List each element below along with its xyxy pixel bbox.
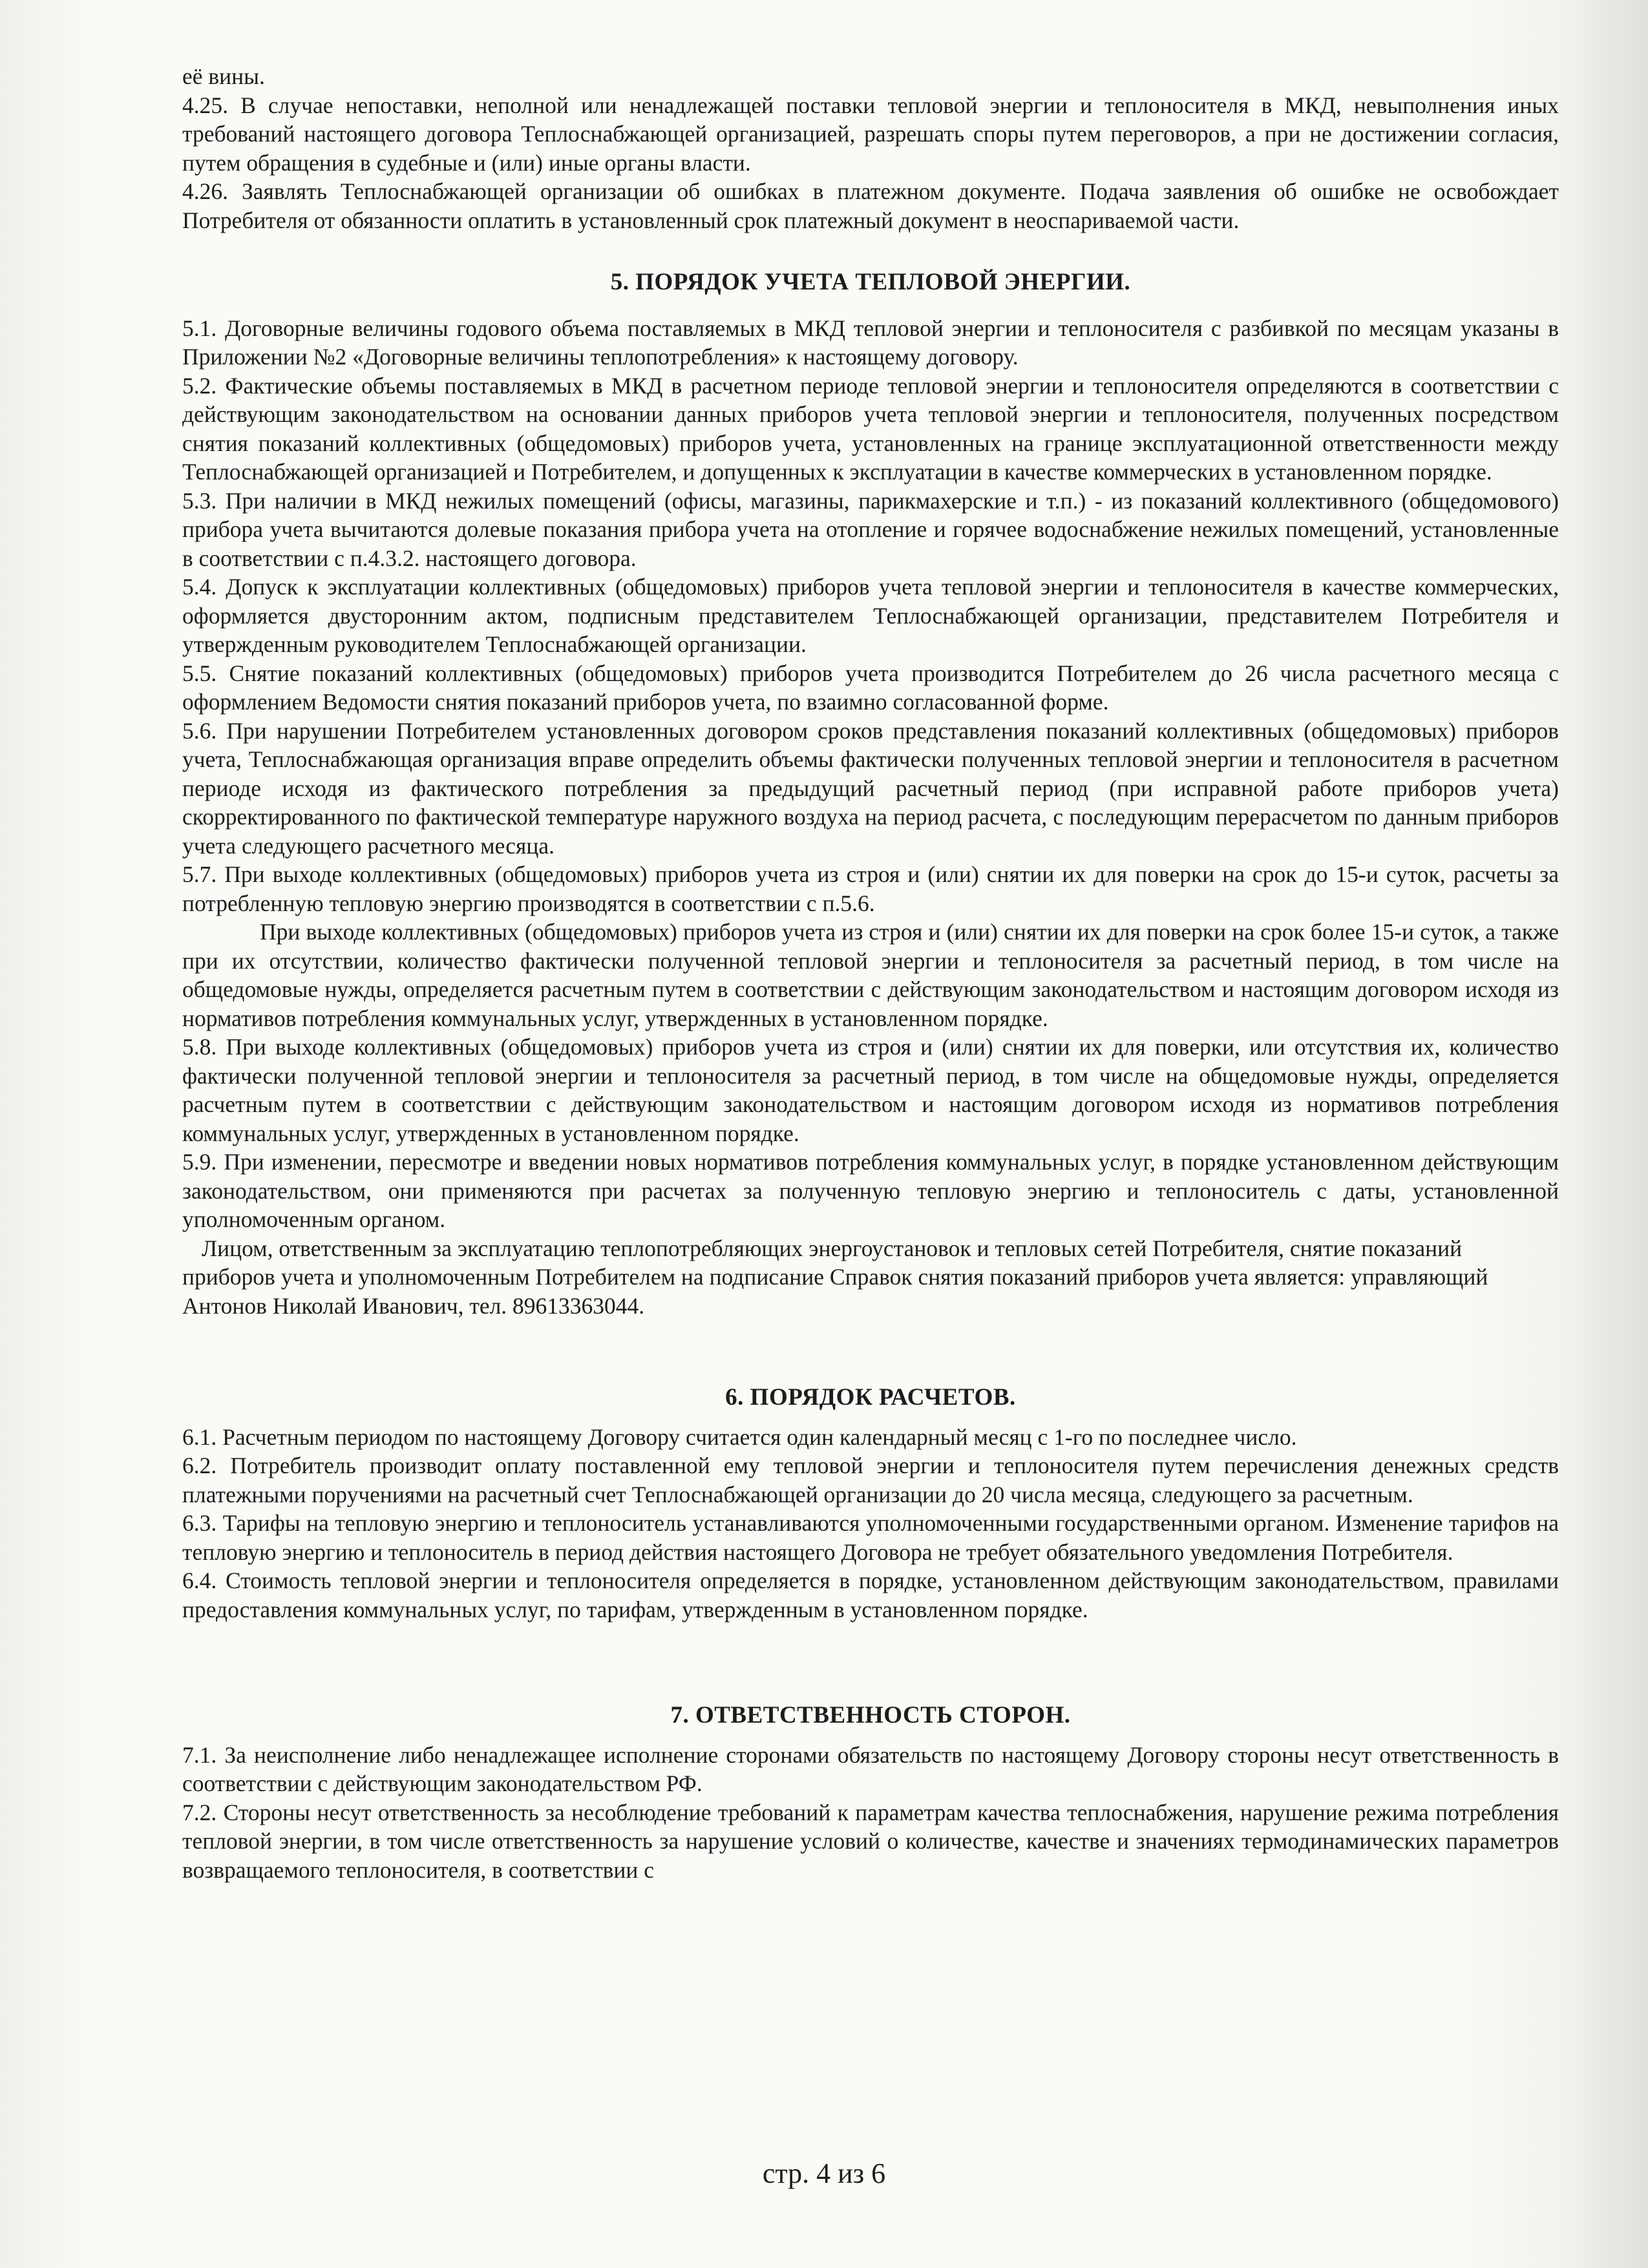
paragraph-6-1: 6.1. Расчетным периодом по настоящему Договору считается один календарный месяц с 1-го по последнее число. (182, 1423, 1297, 1450)
paragraph-5-6: 5.6. При нарушении Потребителем установленных договором сроков представления показаний коллективных (общедомовых) приборов учета, Теплоснабжающая организация вправе определить объемы фактически полученных тепловой энергии и теплоносителя в расчетном периоде исходя из фактического потребления за предыдущий расчетный период (при исправной работе приборов учета) скорректированного по фактической температуре наружного воздуха на период расчета, с последующим перерасчетом по данным приборов учета следующего расчетного месяца. (182, 717, 1559, 859)
page-number: стр. 4 из 6 (762, 2158, 886, 2189)
paragraph-7-1: 7.1. За неисполнение либо ненадлежащее исполнение сторонами обязательств по настоящему Договору стороны несут ответственность в соответствии с действующим законодательством РФ. (182, 1741, 1559, 1796)
paragraph-7-2: 7.2. Стороны несут ответственность за несоблюдение требований к параметрам качества теплоснабжения, нарушение режима потребления тепловой энергии, в том числе ответственность за нарушение условий о количестве, качестве и значениях термодинамических параметров возвращаемого теплоносителя, в соответствии с (182, 1799, 1559, 1883)
paragraph-5-3: 5.3. При наличии в МКД нежилых помещений (офисы, магазины, парикмахерские и т.п.) - из показаний коллективного (общедомового) прибора учета вычитаются долевые показания прибора учета на отопление и горячее водоснабжение нежилых помещений, установленные в соответствии с п.4.3.2. настоящего договора. (182, 487, 1559, 571)
paragraph-4-26: 4.26. Заявлять Теплоснабжающей организации об ошибках в платежном документе. Подача заявления об ошибке не освобождает Потребителя от обязанности оплатить в установленный срок платежный документ в неоспариваемой части. (182, 178, 1559, 233)
section-7-heading: 7. ОТВЕТСТВЕННОСТЬ СТОРОН. (670, 1702, 1071, 1728)
paragraph-5-4: 5.4. Допуск к эксплуатации коллективных (общедомовых) приборов учета тепловой энергии и теплоносителя в качестве коммерческих, оформляется двусторонним актом, подписным представителем Теплоснабжающей организации, представителем Потребителя и утвержденным руководителем Теплоснабжающей организации. (182, 574, 1559, 657)
paragraph-5-7: 5.7. При выходе коллективных (общедомовых) приборов учета из строя и (или) снятии их для поверки на срок до 15-и суток, расчеты за потребленную тепловую энергию производятся в соответствии с п.5.6. (182, 861, 1559, 916)
paragraph-4-24-tail: её вины. (182, 63, 265, 89)
paragraph-5-9: 5.9. При изменении, пересмотре и введении новых нормативов потребления коммунальных услуг, в порядке установленном действующим законодательством, они применяются при расчетах за полученную тепловую энергию и теплоноситель с даты, установленной уполномоченным органом. (182, 1149, 1559, 1232)
paragraph-5-8: 5.8. При выходе коллективных (общедомовых) приборов учета из строя и (или) снятии их для поверки, или отсутствия их, количество фактически полученной тепловой энергии и теплоносителя за расчетный период, в том числе на общедомовые нужды, определяется расчетным путем в соответствии с действующим законодательством и настоящим договором исходя из нормативов потребления коммунальных услуг, утвержденных в установленном порядке. (182, 1034, 1559, 1146)
paragraph-5-5: 5.5. Снятие показаний коллективных (общедомовых) приборов учета производится Потребителем до 26 числа расчетного месяца с оформлением Ведомости снятия показаний приборов учета, по взаимно согласованной форме. (182, 660, 1559, 715)
paragraph-6-4: 6.4. Стоимость тепловой энергии и теплоносителя определяется в порядке, установленном действующим законодательством, правилами предоставления коммунальных услуг, по тарифам, утвержденным в установленном порядке. (182, 1568, 1559, 1622)
paragraph-4-25: 4.25. В случае непоставки, неполной или ненадлежащей поставки тепловой энергии и теплоносителя в МКД, невыполнения иных требований настоящего договора Теплоснабжающей организацией, разрешать споры путем переговоров, а при не достижении согласия, путем обращения в судебные и (или) иные органы власти. (182, 92, 1559, 176)
paragraph-6-2: 6.2. Потребитель производит оплату поставленной ему тепловой энергии и теплоносителя путем перечисления денежных средств платежными поручениями на расчетный счет Теплоснабжающей организации до 20 числа месяца, следующего за расчетным. (182, 1453, 1559, 1507)
paragraph-5-2: 5.2. Фактические объемы поставляемых в МКД в расчетном периоде тепловой энергии и теплоносителя определяются в соответствии с действующим законодательством на основании данных приборов учета тепловой энергии и теплоносителя, полученных посредством снятия показаний коллективных (общедомовых) приборов учета, установленных на границе эксплуатационной ответственности между Теплоснабжающей организацией и Потребителем, и допущенных к эксплуатации в качестве коммерческих в установленном порядке. (182, 372, 1559, 485)
paragraph-5-7-continued: При выходе коллективных (общедомовых) приборов учета из строя и (или) снятии их для поверки на срок более 15-и суток, а также при их отсутствии, количество фактически полученной тепловой энергии и теплоносителя за расчетный период, в том числе на общедомовые нужды, определяется расчетным путем в соответствии с действующим законодательством и настоящим договором исходя из нормативов потребления коммунальных услуг, утвержденных в установленном порядке. (182, 919, 1559, 1031)
section-5-heading: 5. ПОРЯДОК УЧЕТА ТЕПЛОВОЙ ЭНЕРГИИ. (610, 269, 1131, 295)
section-6-heading: 6. ПОРЯДОК РАСЧЕТОВ. (725, 1384, 1016, 1411)
paragraph-5-1: 5.1. Договорные величины годового объема поставляемых в МКД тепловой энергии и теплоносителя с разбивкой по месяцам указаны в Приложении №2 «Договорные величины теплопотребления» к настоящему договору. (182, 315, 1559, 370)
responsible-person-paragraph: Лицом, ответственным за эксплуатацию теплопотребляющих энергоустановок и тепловых сетей Потребителя, снятие показаний приборов учета и уполномоченным Потребителем на подписание Справок снятия показаний приборов учета является: управляющий Антонов Николай Иванович, тел. 89613363044. (182, 1235, 1488, 1319)
document-body (182, 62, 1559, 1884)
page-edge-shadow (1570, 0, 1648, 2268)
paragraph-6-3: 6.3. Тарифы на тепловую энергию и теплоноситель устанавливаются уполномоченными государственными органом. Изменение тарифов на тепловую энергию и теплоноситель в период действия настоящего Договора не требует обязательного уведомления Потребителя. (182, 1510, 1559, 1565)
